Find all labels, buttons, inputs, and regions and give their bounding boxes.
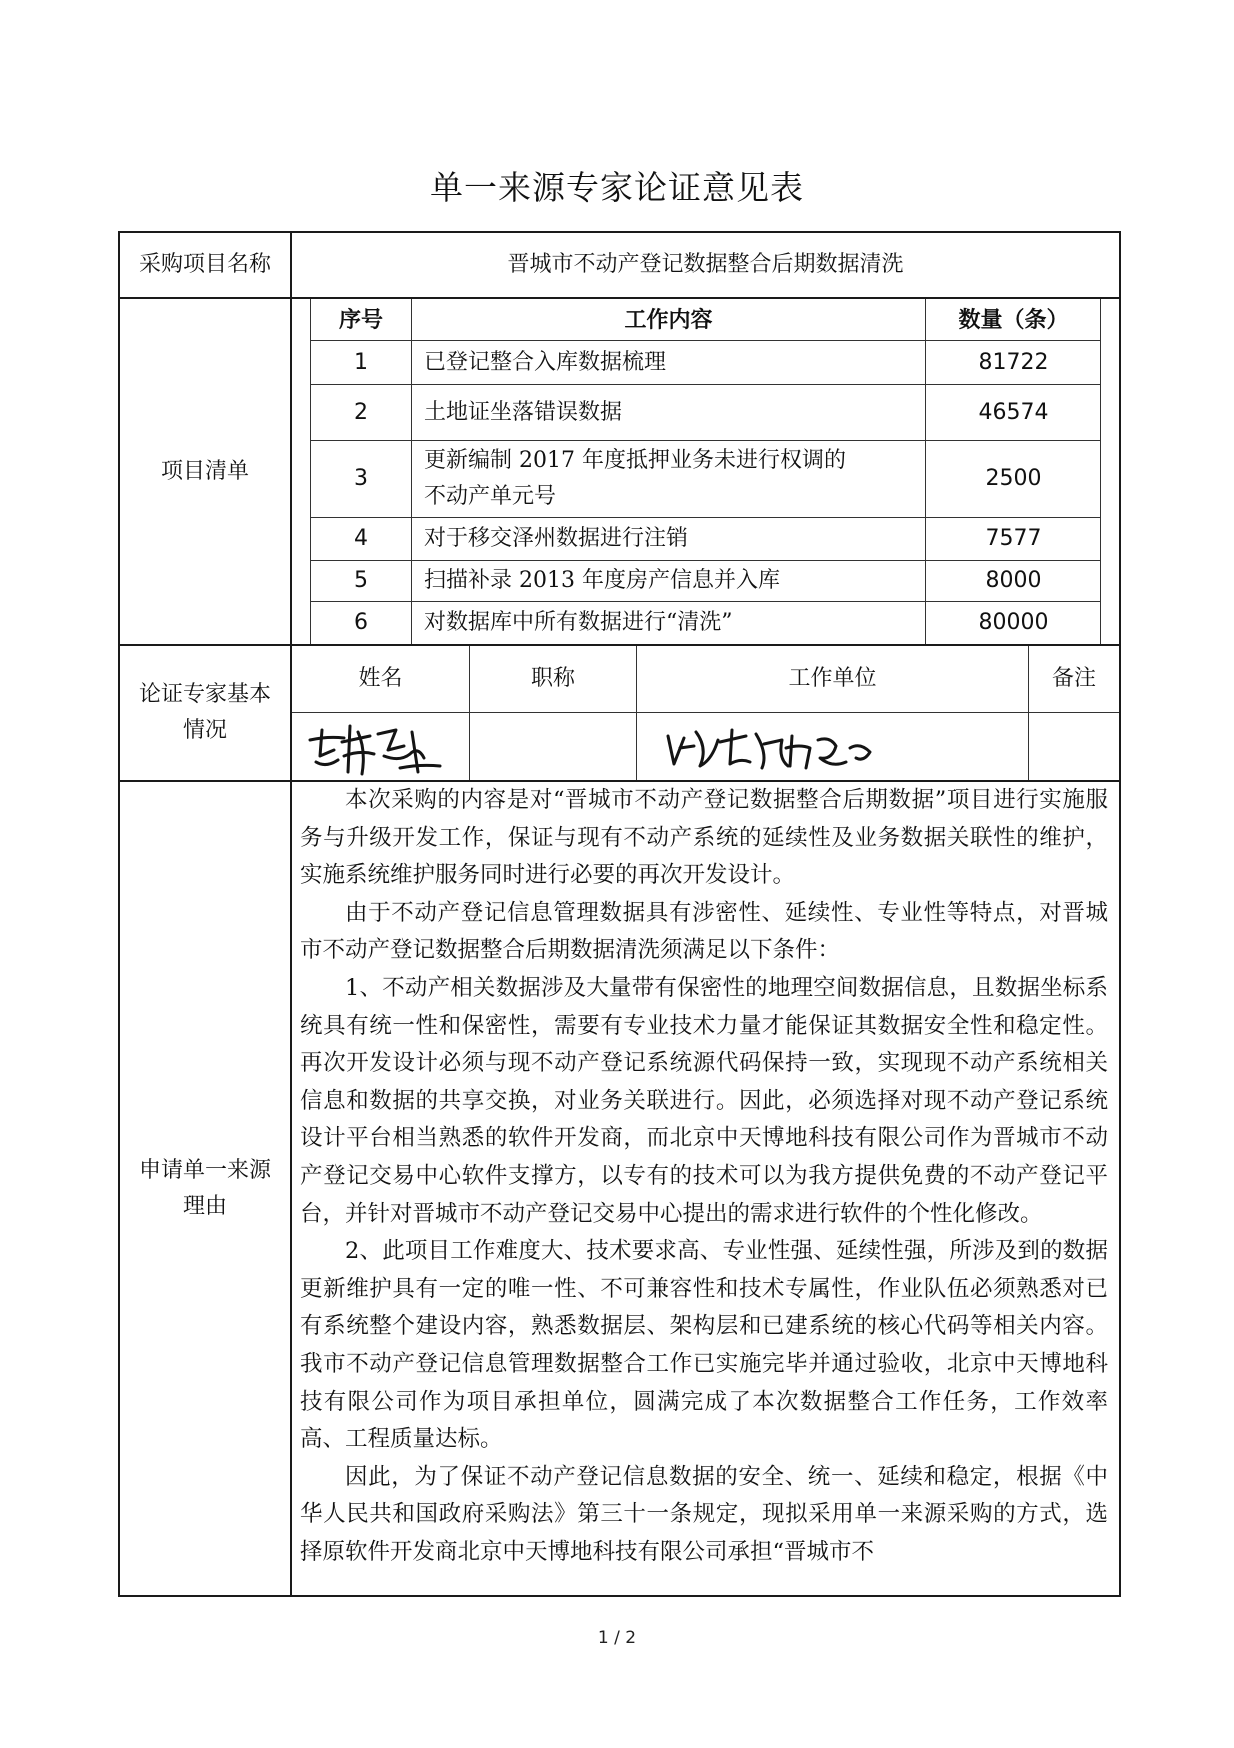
project-name-label: 采购项目名称 xyxy=(138,252,271,277)
list-row-content-line1: 更新编制 2017 年度抵押业务未进行权调的 xyxy=(424,448,846,473)
list-row-content: 对数据库中所有数据进行“清洗” xyxy=(424,610,733,635)
list-row-no: 2 xyxy=(354,399,368,425)
reason-label-line2: 理由 xyxy=(182,1193,227,1219)
experts-header-title: 职称 xyxy=(530,666,575,691)
project-name-value: 晋城市不动产登记数据整合后期数据清洗 xyxy=(507,252,904,277)
reason-paragraph: 本次采购的内容是对“晋城市不动产登记数据整合后期数据”项目进行实施服务与升级开发工作，保证与现有不动产系统的延续性及业务数据关联性的维护，实施系统维护服务同时进行必要的再次开发设计。 xyxy=(300,787,1108,889)
experts-label xyxy=(120,646,290,780)
list-row-content: 已登记整合入库数据梳理 xyxy=(424,349,667,375)
list-row-no: 3 xyxy=(354,466,368,491)
list-row-count: 7577 xyxy=(985,526,1042,551)
experts-label-line1: 论证专家基本 xyxy=(138,682,271,707)
experts-header-name: 姓名 xyxy=(358,666,403,691)
reason-text xyxy=(300,782,1108,1571)
reason-label-line1: 申请单一来源 xyxy=(138,1157,271,1183)
reason-paragraph: 因此，为了保证不动产登记信息数据的安全、统一、延续和稳定，根据《中华人民共和国政府采购法》第三十一条规定，现拟采用单一来源采购的方式，选择原软件开发商北京中天博地科技有限公司承担“晋城市不 xyxy=(300,1463,1108,1565)
list-row-content: 扫描补录 2013 年度房产信息并入库 xyxy=(424,568,780,593)
list-row-no: 4 xyxy=(354,526,368,551)
page-number: 1 / 2 xyxy=(597,1628,637,1648)
list-row-content xyxy=(412,441,925,517)
list-row-no: 6 xyxy=(354,610,368,635)
reason-paragraph: 2、此项目工作难度大、技术要求高、专业性强、延续性强，所涉及到的数据更新维护具有一定的唯一性、不可兼容性和技术专属性，作业队伍必须熟悉对已有系统整个建设内容，熟悉数据层、架构层和已建系统的核心代码等相关内容。我市不动产登记信息管理数据整合工作已实施完毕并通过验收，北京中天博地科技有限公司作为项目承担单位，圆满完成了本次数据整合工作任务，工作效率高、工程质量达标。 xyxy=(300,1238,1108,1453)
experts-header-employer: 工作单位 xyxy=(788,666,877,691)
reason-paragraph: 1、不动产相关数据涉及大量带有保密性的地理空间数据信息，且数据坐标系统具有统一性和保密性，需要有专业技术力量才能保证其数据安全性和稳定性。再次开发设计必须与现不动产登记系统源代码保持一致，实现现不动产系统相关信息和数据的共享交换，对业务关联进行。因此，必须选择对现不动产登记系统设计平台相当熟悉的软件开发商，而北京中天博地科技有限公司作为晋城市不动产登记交易中心软件支撑方，以专有的技术可以为我方提供免费的不动产登记平台，并针对晋城市不动产登记交易中心提出的需求进行软件的个性化修改。 xyxy=(300,974,1108,1227)
list-row-content-line2: 不动产单元号 xyxy=(424,484,557,509)
list-row-count: 81722 xyxy=(978,349,1049,375)
reason-paragraph: 由于不动产登记信息管理数据具有涉密性、延续性、专业性等特点，对晋城市不动产登记数据整合后期数据清洗须满足以下条件： xyxy=(300,899,1108,964)
list-header-count: 数量（条） xyxy=(958,306,1069,333)
list-row-no: 1 xyxy=(354,349,368,375)
list-header-content: 工作内容 xyxy=(624,306,713,333)
list-row-count: 2500 xyxy=(985,466,1042,491)
list-row-no: 5 xyxy=(354,568,368,593)
list-header-no: 序号 xyxy=(338,306,383,333)
experts-header-remarks: 备注 xyxy=(1051,666,1096,691)
expert-employer-signature xyxy=(660,718,880,778)
project-list-label: 项目清单 xyxy=(160,458,249,484)
list-row-count: 8000 xyxy=(985,568,1042,593)
experts-label-line2: 情况 xyxy=(182,718,227,743)
expert-name-signature xyxy=(300,716,460,780)
list-row-content: 对于移交泽州数据进行注销 xyxy=(424,526,689,551)
list-row-content: 土地证坐落错误数据 xyxy=(424,399,623,425)
list-row-count: 46574 xyxy=(978,399,1049,425)
reason-label xyxy=(120,782,290,1595)
page-title: 单一来源专家论证意见表 xyxy=(430,168,804,207)
list-row-count: 80000 xyxy=(978,610,1049,635)
